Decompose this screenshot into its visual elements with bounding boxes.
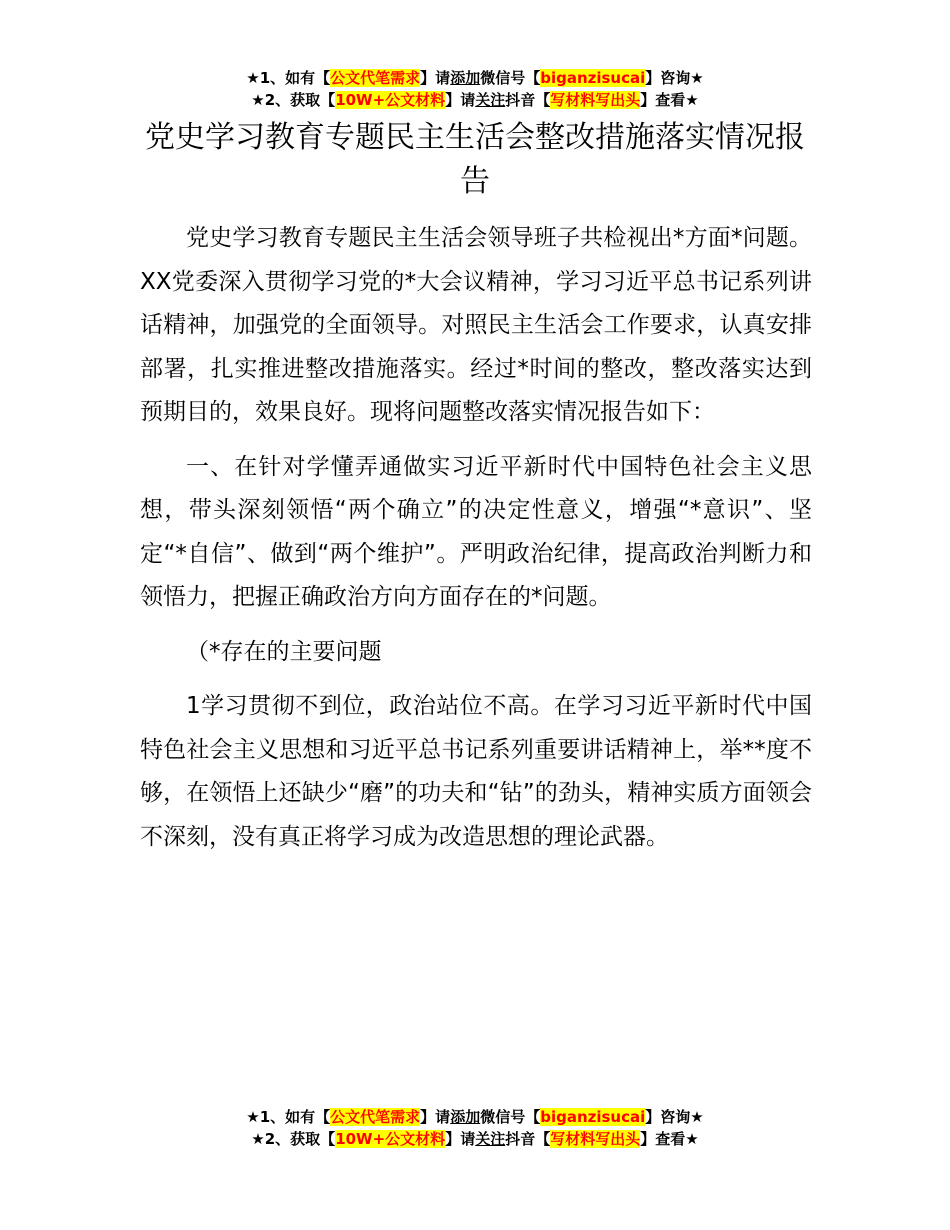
banner-text: 】咨询★ bbox=[645, 69, 704, 87]
banner-line-2 bbox=[0, 1128, 950, 1150]
paragraph-intro: 党史学习教育专题民主生活会领导班子共检视出*方面*问题。XX党委深入贯彻学习党的*大会议精神，学习习近平总书记系列讲话精神，加强党的全面领导。对照民主生活会工作要求，认真安排部署，扎实推进整改措施落实。经过*时间的整改，整改落实达到预期目的，效果良好。现将问题整改落实情况报告如下： bbox=[140, 225, 812, 425]
banner-text: ★2、获取【 bbox=[251, 91, 336, 109]
document-title: 党史学习教育专题民主生活会整改措施落实情况报告 bbox=[145, 120, 805, 199]
banner-text: 】咨询★ bbox=[645, 1108, 704, 1126]
banner-text: ★1、如有【 bbox=[246, 69, 331, 87]
banner-highlight-materials: 10W+公文材料 bbox=[335, 1130, 446, 1148]
banner-text: 微信号【 bbox=[480, 1108, 541, 1126]
banner-highlight-wechat-id: biganzisucai bbox=[540, 69, 646, 87]
banner-text: 】查看★ bbox=[640, 91, 699, 109]
footer-banner bbox=[0, 1106, 950, 1150]
banner-text: 抖音【 bbox=[505, 1130, 551, 1148]
banner-text: ★1、如有【 bbox=[246, 1108, 331, 1126]
banner-text: ★2、获取【 bbox=[251, 1130, 336, 1148]
banner-underlined-text: 添加 bbox=[450, 69, 481, 87]
banner-text: 】请 bbox=[420, 69, 451, 87]
banner-highlight-materials: 10W+公文材料 bbox=[335, 91, 446, 109]
banner-line-1 bbox=[0, 1106, 950, 1128]
banner-text: 】请 bbox=[445, 91, 476, 109]
banner-underlined-text: 添加 bbox=[450, 1108, 481, 1126]
banner-highlight-douyin: 写材料写出头 bbox=[550, 91, 641, 109]
banner-text: 抖音【 bbox=[505, 91, 551, 109]
banner-text: 】查看★ bbox=[640, 1130, 699, 1148]
header-banner bbox=[0, 67, 950, 111]
banner-underlined-text: 关注 bbox=[475, 1130, 506, 1148]
banner-text: 】请 bbox=[445, 1130, 476, 1148]
paragraph-subheading: （*存在的主要问题 bbox=[186, 638, 382, 665]
banner-text: 】请 bbox=[420, 1108, 451, 1126]
banner-highlight-wechat-id: biganzisucai bbox=[540, 1108, 646, 1126]
document-body bbox=[140, 217, 812, 870]
banner-line-2 bbox=[0, 89, 950, 111]
banner-highlight-service: 公文代笔需求 bbox=[330, 1108, 421, 1126]
paragraph-section-1: 一、在针对学懂弄通做实习近平新时代中国特色社会主义思想，带头深刻领悟“两个确立”的决定性意义，增强“*意识”、坚定“*自信”、做到“两个维护”。严明政治纪律，提高政治判断力和领悟力，把握正确政治方向方面存在的*问题。 bbox=[140, 453, 812, 610]
banner-highlight-service: 公文代笔需求 bbox=[330, 69, 421, 87]
banner-highlight-douyin: 写材料写出头 bbox=[550, 1130, 641, 1148]
paragraph-item-1: 1学习贯彻不到位，政治站位不高。在学习习近平新时代中国特色社会主义思想和习近平总书记系列重要讲话精神上，举**度不够，在领悟上还缺少“磨”的功夫和“钻”的劲头，精神实质方面领会不深刻，没有真正将学习成为改造思想的理论武器。 bbox=[140, 693, 812, 850]
banner-underlined-text: 关注 bbox=[475, 91, 506, 109]
banner-text: 微信号【 bbox=[480, 69, 541, 87]
banner-line-1 bbox=[0, 67, 950, 89]
